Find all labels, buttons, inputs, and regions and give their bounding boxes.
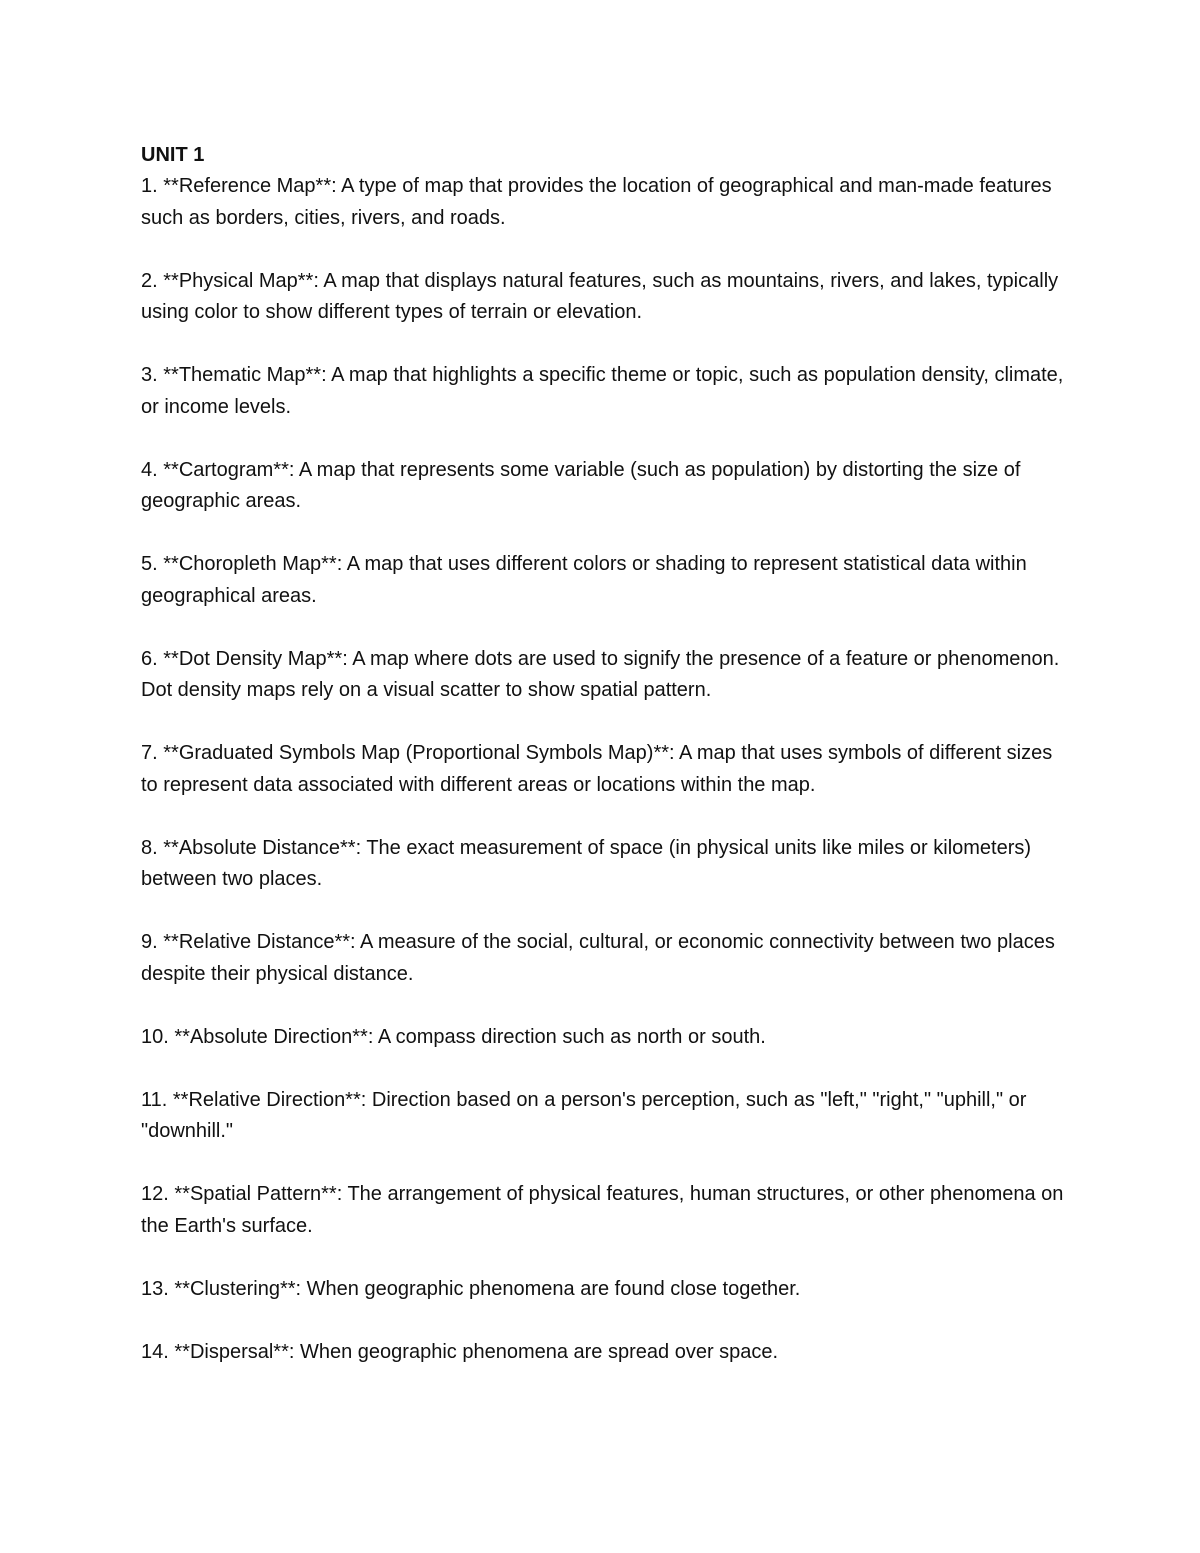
- entry-term: **Relative Direction**:: [172, 1088, 367, 1111]
- entry: [141, 738, 1071, 801]
- entry-definition: When geographic phenomena are spread over space.: [300, 1340, 779, 1363]
- entry-term: **Cartogram**:: [163, 458, 295, 481]
- entry-definition: Direction based on a person's perception, such as "left," "right," "uphill," or "downhill.": [141, 1088, 1027, 1142]
- entry-number: 1.: [141, 175, 158, 197]
- entry-number: 11.: [141, 1088, 168, 1111]
- entry-number: 7.: [141, 742, 158, 764]
- entry-term: **Graduated Symbols Map (Proportional Symbols Map)**:: [163, 742, 675, 764]
- entry-number: 6.: [141, 647, 158, 670]
- entry: [141, 266, 1071, 329]
- entry-number: 13.: [141, 1277, 169, 1300]
- entry-term: **Relative Distance**:: [163, 931, 356, 953]
- entry-definition: A map that displays natural features, such as mountains, rivers, and lakes, typically using color to show different types of terrain or elevation.: [141, 269, 1059, 323]
- entry: [141, 1337, 1071, 1369]
- entry-number: 8.: [141, 836, 158, 859]
- entry-definition: A compass direction such as north or south.: [377, 1025, 766, 1048]
- entry-term: **Spatial Pattern**:: [174, 1183, 343, 1205]
- entry: [141, 171, 1071, 234]
- entry-number: 14.: [141, 1340, 169, 1363]
- entry-term: **Clustering**:: [174, 1277, 302, 1300]
- entry-definition: A map that highlights a specific theme or topic, such as population density, climate, or income levels.: [141, 364, 1064, 418]
- entry-number: 4.: [141, 458, 158, 481]
- entry-definition: A type of map that provides the location of geographical and man-made features such as borders, cities, rivers, and roads.: [141, 175, 1052, 229]
- entry-term: **Dot Density Map**:: [163, 647, 348, 670]
- entry-number: 2.: [141, 269, 158, 292]
- entry-term: **Absolute Direction**:: [174, 1025, 374, 1048]
- entry: [141, 644, 1071, 707]
- entry-term: **Reference Map**:: [163, 175, 337, 197]
- entry-number: 9.: [141, 931, 158, 953]
- document-page: [141, 140, 1071, 1400]
- entry-term: **Dispersal**:: [174, 1340, 295, 1363]
- entry: [141, 1022, 1071, 1054]
- entry-number: 5.: [141, 553, 158, 575]
- entry: [141, 1179, 1071, 1242]
- entry-definition: A map that uses different colors or shading to represent statistical data within geographical areas.: [141, 553, 1027, 607]
- entry-definition: A map where dots are used to signify the presence of a feature or phenomenon. Dot density maps rely on a visual scatter to show spatial pattern.: [141, 647, 1060, 701]
- entry-number: 3.: [141, 364, 158, 386]
- unit-title: UNIT 1: [141, 144, 205, 166]
- entry-term: **Physical Map**:: [163, 269, 319, 292]
- entry: [141, 1274, 1071, 1306]
- entry-definition: A map that represents some variable (such as population) by distorting the size of geographic areas.: [141, 458, 1021, 512]
- entry: [141, 1085, 1071, 1148]
- entry: [141, 549, 1071, 612]
- entry-number: 12.: [141, 1183, 169, 1205]
- entry-definition: The exact measurement of space (in physical units like miles or kilometers) between two places.: [141, 836, 1032, 890]
- entry-term: **Choropleth Map**:: [163, 553, 343, 575]
- entry-definition: A map that uses symbols of different sizes to represent data associated with different areas or locations within the map.: [141, 742, 1053, 796]
- entry-definition: A measure of the social, cultural, or economic connectivity between two places despite their physical distance.: [141, 931, 1055, 985]
- entry-definition: When geographic phenomena are found close together.: [306, 1277, 801, 1300]
- entry: [141, 833, 1071, 896]
- entry-term: **Absolute Distance**:: [163, 836, 362, 859]
- entry-definition: The arrangement of physical features, human structures, or other phenomena on the Earth's surface.: [141, 1183, 1064, 1237]
- entry: [141, 927, 1071, 990]
- entry-term: **Thematic Map**:: [163, 364, 327, 386]
- entry: [141, 455, 1071, 518]
- entry-number: 10.: [141, 1025, 169, 1048]
- entry: [141, 360, 1071, 423]
